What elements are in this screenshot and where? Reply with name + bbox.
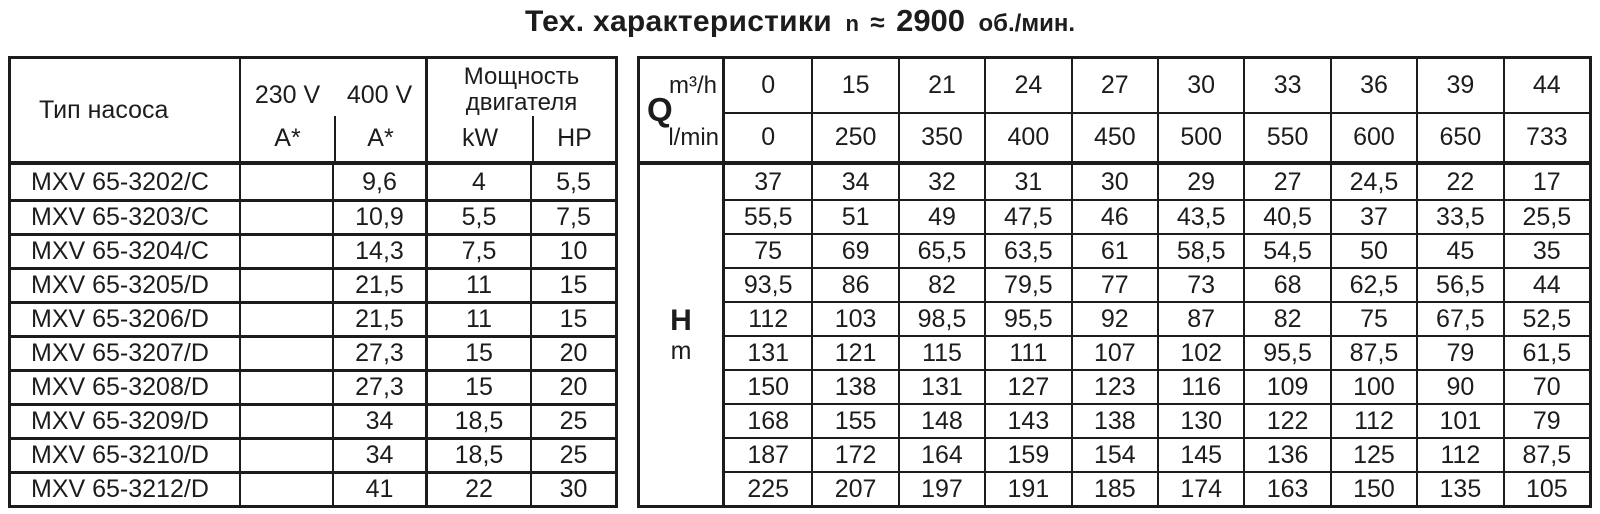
flow-header-cell: [640, 59, 725, 165]
head-value-cell: 82: [898, 267, 984, 301]
motor-power-title-line2: двигателя: [465, 89, 578, 116]
head-value-cell: 27: [1243, 165, 1329, 199]
flow-m3h-value-cell: 39: [1416, 59, 1502, 112]
title-rpm-value: 2900: [896, 3, 966, 38]
head-value-cell: 138: [1071, 403, 1157, 437]
power-hp-cell: 20: [532, 369, 615, 403]
flow-lmin-value-cell: 400: [984, 112, 1070, 165]
head-value-cell: 30: [1071, 165, 1157, 199]
pump-type-cell: MXV 65-3209/D: [11, 403, 241, 437]
head-value-cell: 136: [1243, 437, 1329, 471]
power-kw-cell: 11: [428, 301, 532, 335]
head-value-cell: 164: [898, 437, 984, 471]
head-value-cell: 37: [754, 167, 783, 196]
flow-m3h-value-cell: 24: [984, 59, 1070, 112]
head-value-cell: 79: [1503, 403, 1589, 437]
head-value-cell: 54,5: [1243, 233, 1329, 267]
amps-230-cell: [241, 199, 334, 233]
power-kw-cell: 15: [428, 335, 532, 369]
head-value-cell: 105: [1503, 471, 1589, 505]
head-value-cell: 17: [1503, 165, 1589, 199]
head-value-cell: 225: [725, 471, 811, 505]
head-value-cell: 101: [1416, 403, 1502, 437]
power-kw-cell: 15: [428, 369, 532, 403]
head-value-cell: 163: [1243, 471, 1329, 505]
power-hp-cell: 7,5: [532, 199, 615, 233]
head-value-cell: 150: [1330, 471, 1416, 505]
flow-lmin-value-cell: 0: [725, 112, 811, 165]
title-prefix: Тех. характеристики: [524, 5, 832, 38]
voltage-400v-label: 400 V: [346, 81, 413, 109]
head-value-cell: 62,5: [1330, 267, 1416, 301]
head-value-cell: 148: [898, 403, 984, 437]
flow-m3h-value-cell: 21: [898, 59, 984, 112]
head-value-cell: 127: [984, 369, 1070, 403]
power-hp-cell: 5,5: [556, 167, 591, 196]
amps-400-cell: 9,6: [334, 165, 428, 199]
head-value-cell: 131: [725, 335, 811, 369]
head-value-cell: 135: [1416, 471, 1502, 505]
power-kw-cell: 22: [428, 471, 532, 505]
head-value-cell: 154: [1071, 437, 1157, 471]
head-value-cell: 46: [1071, 199, 1157, 233]
head-value-cell: 67,5: [1416, 301, 1502, 335]
head-value-cell: 24,5: [1330, 165, 1416, 199]
power-hp-cell: 25: [532, 437, 615, 471]
flow-m3h-value-cell: 15: [811, 59, 897, 112]
pump-type-cell: MXV 65-3208/D: [11, 369, 241, 403]
head-value-cell: 172: [811, 437, 897, 471]
flow-lmin-value-cell: 733: [1503, 112, 1589, 165]
head-value-cell: 95,5: [1243, 335, 1329, 369]
h-symbol-label: H: [670, 304, 692, 337]
head-value-cell: 63,5: [984, 233, 1070, 267]
amps-230-cell: [241, 335, 334, 369]
power-hp-cell: 15: [532, 301, 615, 335]
head-value-cell: 58,5: [1157, 233, 1243, 267]
head-value-cell: 95,5: [984, 301, 1070, 335]
head-value-cell: 69: [811, 233, 897, 267]
flow-lmin-value-cell: 250: [811, 112, 897, 165]
head-value-cell: 70: [1503, 369, 1589, 403]
head-value-cell: 75: [1330, 301, 1416, 335]
head-value-cell: 65,5: [898, 233, 984, 267]
amps-230-cell: [241, 369, 334, 403]
amps-400-cell: 34: [334, 437, 428, 471]
head-value-cell: 130: [1157, 403, 1243, 437]
head-value-cell: 112: [725, 301, 811, 335]
power-kw-cell: 5,5: [428, 199, 532, 233]
power-hp-cell: 30: [532, 471, 615, 505]
amps-230-cell: [241, 165, 334, 199]
head-value-cell: 174: [1157, 471, 1243, 505]
pump-type-cell: MXV 65-3202/C: [11, 165, 241, 199]
head-value-cell: 75: [725, 233, 811, 267]
head-value-cell: 187: [725, 437, 811, 471]
head-value-cell: 122: [1243, 403, 1329, 437]
head-value-cell: 150: [725, 369, 811, 403]
head-value-cell: 112: [1330, 403, 1416, 437]
amps-230-cell: [241, 267, 334, 301]
flow-m3h-value-cell: 33: [1243, 59, 1329, 112]
head-value-cell: 103: [811, 301, 897, 335]
power-kw-cell: 18,5: [428, 437, 532, 471]
head-value-cell: 45: [1416, 233, 1502, 267]
head-value-cell: 37: [1330, 199, 1416, 233]
flow-m3h-value-cell: 30: [1157, 59, 1243, 112]
head-value-cell: 121: [811, 335, 897, 369]
head-value-cell: 207: [811, 471, 897, 505]
amps-230-cell: [241, 403, 334, 437]
pump-spec-table: [8, 56, 618, 508]
title-approx-symbol: ≈: [870, 7, 885, 37]
pump-type-cell: MXV 65-3203/C: [11, 199, 241, 233]
pump-type-cell: MXV 65-3205/D: [11, 267, 241, 301]
head-value-cell: 168: [725, 403, 811, 437]
head-value-cell: 50: [1330, 233, 1416, 267]
head-value-cell: 33,5: [1416, 199, 1502, 233]
head-value-cell: 87,5: [1330, 335, 1416, 369]
head-value-cell: 125: [1330, 437, 1416, 471]
flow-lmin-value-cell: 450: [1071, 112, 1157, 165]
head-value-cell: 29: [1157, 165, 1243, 199]
head-value-cell: 82: [1243, 301, 1329, 335]
head-value-cell: 87: [1157, 301, 1243, 335]
amps-400-cell: 27,3: [334, 335, 428, 369]
pump-type-cell: MXV 65-3207/D: [11, 335, 241, 369]
h-unit-label: m: [670, 337, 692, 365]
head-value-cell: 47,5: [984, 199, 1070, 233]
amps-400-cell: 21,5: [334, 301, 428, 335]
head-value-cell: 87,5: [1503, 437, 1589, 471]
head-value-cell: 73: [1157, 267, 1243, 301]
head-value-cell: 197: [898, 471, 984, 505]
amps-400v-unit-label: A*: [334, 116, 425, 161]
amps-400-cell: 14,3: [334, 233, 428, 267]
flow-m3h-value-cell: 27: [1071, 59, 1157, 112]
head-value-cell: 191: [984, 471, 1070, 505]
power-kw-cell: 11: [428, 267, 532, 301]
m3h-unit-label: m³/h: [669, 72, 717, 99]
flow-lmin-value-cell: 550: [1243, 112, 1329, 165]
head-value-cell: 79,5: [984, 267, 1070, 301]
head-value-cell: 100: [1330, 369, 1416, 403]
pump-type-column-header: Тип насоса: [11, 59, 241, 165]
head-value-cell: 185: [1071, 471, 1157, 505]
q-symbol-label: Q: [647, 91, 673, 128]
lmin-unit-label: l/min: [668, 124, 719, 151]
motor-power-columns-header: [428, 59, 615, 165]
head-value-cell: 123: [1071, 369, 1157, 403]
head-value-cell: 92: [1071, 301, 1157, 335]
head-value-cell: 93,5: [725, 267, 811, 301]
head-value-cell: 44: [1503, 267, 1589, 301]
amps-400-cell: 21,5: [334, 267, 428, 301]
head-value-cell: 56,5: [1416, 267, 1502, 301]
power-kw-cell: 4: [428, 165, 532, 199]
head-value-cell: 25,5: [1503, 199, 1589, 233]
amps-400-cell: 41: [334, 471, 428, 505]
head-value-cell: 131: [898, 369, 984, 403]
head-value-cell: 61,5: [1503, 335, 1589, 369]
head-value-cell: 159: [984, 437, 1070, 471]
head-value-cell: 155: [811, 403, 897, 437]
head-value-cell: 79: [1416, 335, 1502, 369]
power-hp-cell: 15: [532, 267, 615, 301]
flow-m3h-value-cell: 36: [1330, 59, 1416, 112]
head-value-cell: 40,5: [1243, 199, 1329, 233]
head-label-cell: [640, 165, 725, 505]
head-value-cell: 145: [1157, 437, 1243, 471]
head-value-cell: 49: [898, 199, 984, 233]
amps-230-cell: [241, 471, 334, 505]
power-kw-cell: 7,5: [428, 233, 532, 267]
head-value-cell: 86: [811, 267, 897, 301]
hp-unit-label: HP: [532, 116, 615, 161]
flow-m3h-value-cell: 0: [761, 71, 776, 99]
voltage-230v-label: 230 V: [254, 81, 321, 109]
amps-400-cell: 10,9: [334, 199, 428, 233]
pump-type-cell: MXV 65-3204/C: [11, 233, 241, 267]
kw-unit-label: kW: [461, 124, 499, 152]
head-value-cell: 32: [898, 165, 984, 199]
pump-type-cell: MXV 65-3210/D: [11, 437, 241, 471]
head-value-cell: 143: [984, 403, 1070, 437]
head-value-cell: 34: [811, 165, 897, 199]
amps-230v-unit-label: A*: [274, 124, 301, 152]
head-value-cell: 61: [1071, 233, 1157, 267]
head-value-cell: 22: [1416, 165, 1502, 199]
head-value-cell: 102: [1157, 335, 1243, 369]
head-value-cell: 31: [984, 165, 1070, 199]
amps-230-cell: [241, 437, 334, 471]
current-columns-header: [241, 59, 428, 165]
title-n-symbol: n: [845, 11, 859, 36]
head-value-cell: 138: [811, 369, 897, 403]
power-kw-cell: 18,5: [428, 403, 532, 437]
head-value-cell: 51: [811, 199, 897, 233]
motor-power-title: [428, 59, 615, 116]
page-title: [0, 3, 1600, 39]
head-value-cell: 77: [1071, 267, 1157, 301]
flow-lmin-value-cell: 650: [1416, 112, 1502, 165]
performance-table: [637, 56, 1592, 508]
amps-400-cell: 34: [334, 403, 428, 437]
head-value-cell: 115: [898, 335, 984, 369]
head-value-cell: 107: [1071, 335, 1157, 369]
head-value-cell: 43,5: [1157, 199, 1243, 233]
pump-type-cell: MXV 65-3212/D: [11, 471, 241, 505]
power-hp-cell: 20: [532, 335, 615, 369]
head-value-cell: 112: [1416, 437, 1502, 471]
flow-lmin-value-cell: 500: [1157, 112, 1243, 165]
amps-230-cell: [241, 233, 334, 267]
head-value-cell: 68: [1243, 267, 1329, 301]
head-value-cell: 111: [984, 335, 1070, 369]
power-hp-cell: 10: [532, 233, 615, 267]
head-value-cell: 109: [1243, 369, 1329, 403]
amps-230-cell: [241, 301, 334, 335]
flow-m3h-value-cell: 44: [1503, 59, 1589, 112]
motor-power-title-line1: Мощность: [463, 63, 580, 90]
head-value-cell: 52,5: [1503, 301, 1589, 335]
flow-lmin-value-cell: 350: [898, 112, 984, 165]
title-rpm-unit: об./мин.: [978, 10, 1075, 37]
head-value-cell: 90: [1416, 369, 1502, 403]
head-value-cell: 35: [1503, 233, 1589, 267]
head-value-cell: 55,5: [725, 199, 811, 233]
pump-type-cell: MXV 65-3206/D: [11, 301, 241, 335]
amps-400-cell: 27,3: [334, 369, 428, 403]
power-hp-cell: 25: [532, 403, 615, 437]
head-value-cell: 98,5: [898, 301, 984, 335]
flow-lmin-value-cell: 600: [1330, 112, 1416, 165]
head-value-cell: 116: [1157, 369, 1243, 403]
